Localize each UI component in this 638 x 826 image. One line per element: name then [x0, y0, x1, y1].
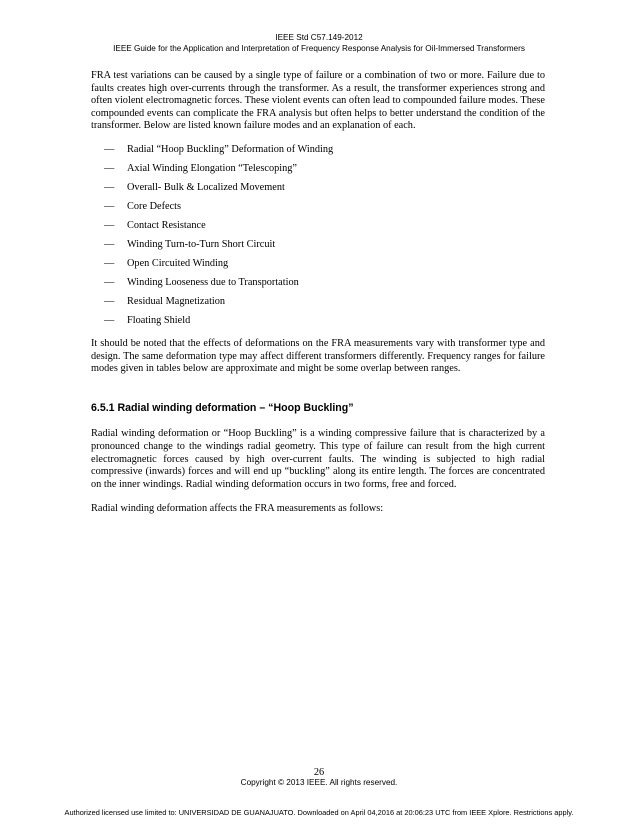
followup-paragraph: Radial winding deformation affects the FRA measurements as follows: — [91, 503, 384, 515]
list-item — [91, 258, 545, 277]
page-content — [91, 70, 545, 516]
page-number: 26 — [313, 767, 325, 778]
bullet-dash: — — [104, 181, 115, 193]
list-item-text: Winding Looseness due to Transportation — [127, 276, 299, 288]
list-item-text: Overall- Bulk & Localized Movement — [127, 181, 285, 193]
note-paragraph: It should be noted that the effects of deformations on the FRA measurements vary with transformer type and design. The same deformation type may affect different transformers differently. Frequency ranges for failure modes given in tables below are approximate and might be some overlap between ranges. — [91, 337, 545, 375]
bullet-dash: — — [104, 219, 115, 231]
list-item-text: Winding Turn-to-Turn Short Circuit — [127, 238, 276, 250]
bullet-dash: — — [104, 238, 115, 250]
list-item-text: Axial Winding Elongation “Telescoping” — [127, 162, 297, 174]
bullet-dash: — — [104, 162, 115, 174]
list-item — [91, 296, 545, 315]
list-item — [91, 315, 545, 334]
list-item-text: Open Circuited Winding — [127, 257, 229, 269]
list-item-text: Contact Resistance — [127, 219, 206, 231]
bullet-dash: — — [104, 257, 115, 269]
standard-number: IEEE Std C57.149-2012 — [275, 33, 363, 42]
page-header — [0, 32, 638, 54]
list-item — [91, 220, 545, 239]
list-item-text: Core Defects — [127, 200, 182, 212]
list-item — [91, 277, 545, 296]
copyright-notice: Copyright © 2013 IEEE. All rights reserved. — [240, 778, 398, 787]
license-notice: Authorized licensed use limited to: UNIVERSIDAD DE GUANAJUATO. Downloaded on April 04,2016 at 20:06:23 UTC from IEEE Xplore. Restrictions apply. — [64, 808, 574, 817]
section-heading: 6.5.1 Radial winding deformation – “Hoop Buckling” — [91, 401, 354, 414]
bullet-dash: — — [104, 276, 115, 288]
list-item-text: Floating Shield — [127, 314, 191, 326]
failure-mode-list — [91, 144, 545, 334]
list-item — [91, 163, 545, 182]
bullet-dash: — — [104, 295, 115, 307]
list-item — [91, 182, 545, 201]
list-item-text: Radial “Hoop Buckling” Deformation of Winding — [127, 143, 334, 155]
list-item — [91, 144, 545, 163]
bullet-dash: — — [104, 143, 115, 155]
bullet-dash: — — [104, 200, 115, 212]
bullet-dash: — — [104, 314, 115, 326]
document-title: IEEE Guide for the Application and Interpretation of Frequency Response Analysis for Oil-Immersed Transformers — [113, 44, 525, 53]
section-body-paragraph: Radial winding deformation or “Hoop Buckling” is a winding compressive failure that is characterized by a pronounced change to the windings radial geometry. This type of failure can result from the high current electromagnetic forces caused by high over-current faults. The winding is subjected to high radial compressive (inwards) forces and will end up “buckling” along its entire length. The forces are concentrated on the inner windings. Radial winding deformation occurs in two forms, free and forced. — [91, 428, 545, 490]
intro-paragraph: FRA test variations can be caused by a single type of failure or a combination of two or more. Failure due to faults creates high over-currents through the transformer. As a result, the transformer experiences strong and often violent electromagnetic forces. These violent events can often lead to compounded failure modes. These compounded events can complicate the FRA analysis but often helps to better understand the condition of the transformer. Below are listed known failure modes and an explanation of each. — [91, 70, 545, 132]
list-item — [91, 201, 545, 220]
list-item — [91, 239, 545, 258]
list-item-text: Residual Magnetization — [127, 295, 226, 307]
